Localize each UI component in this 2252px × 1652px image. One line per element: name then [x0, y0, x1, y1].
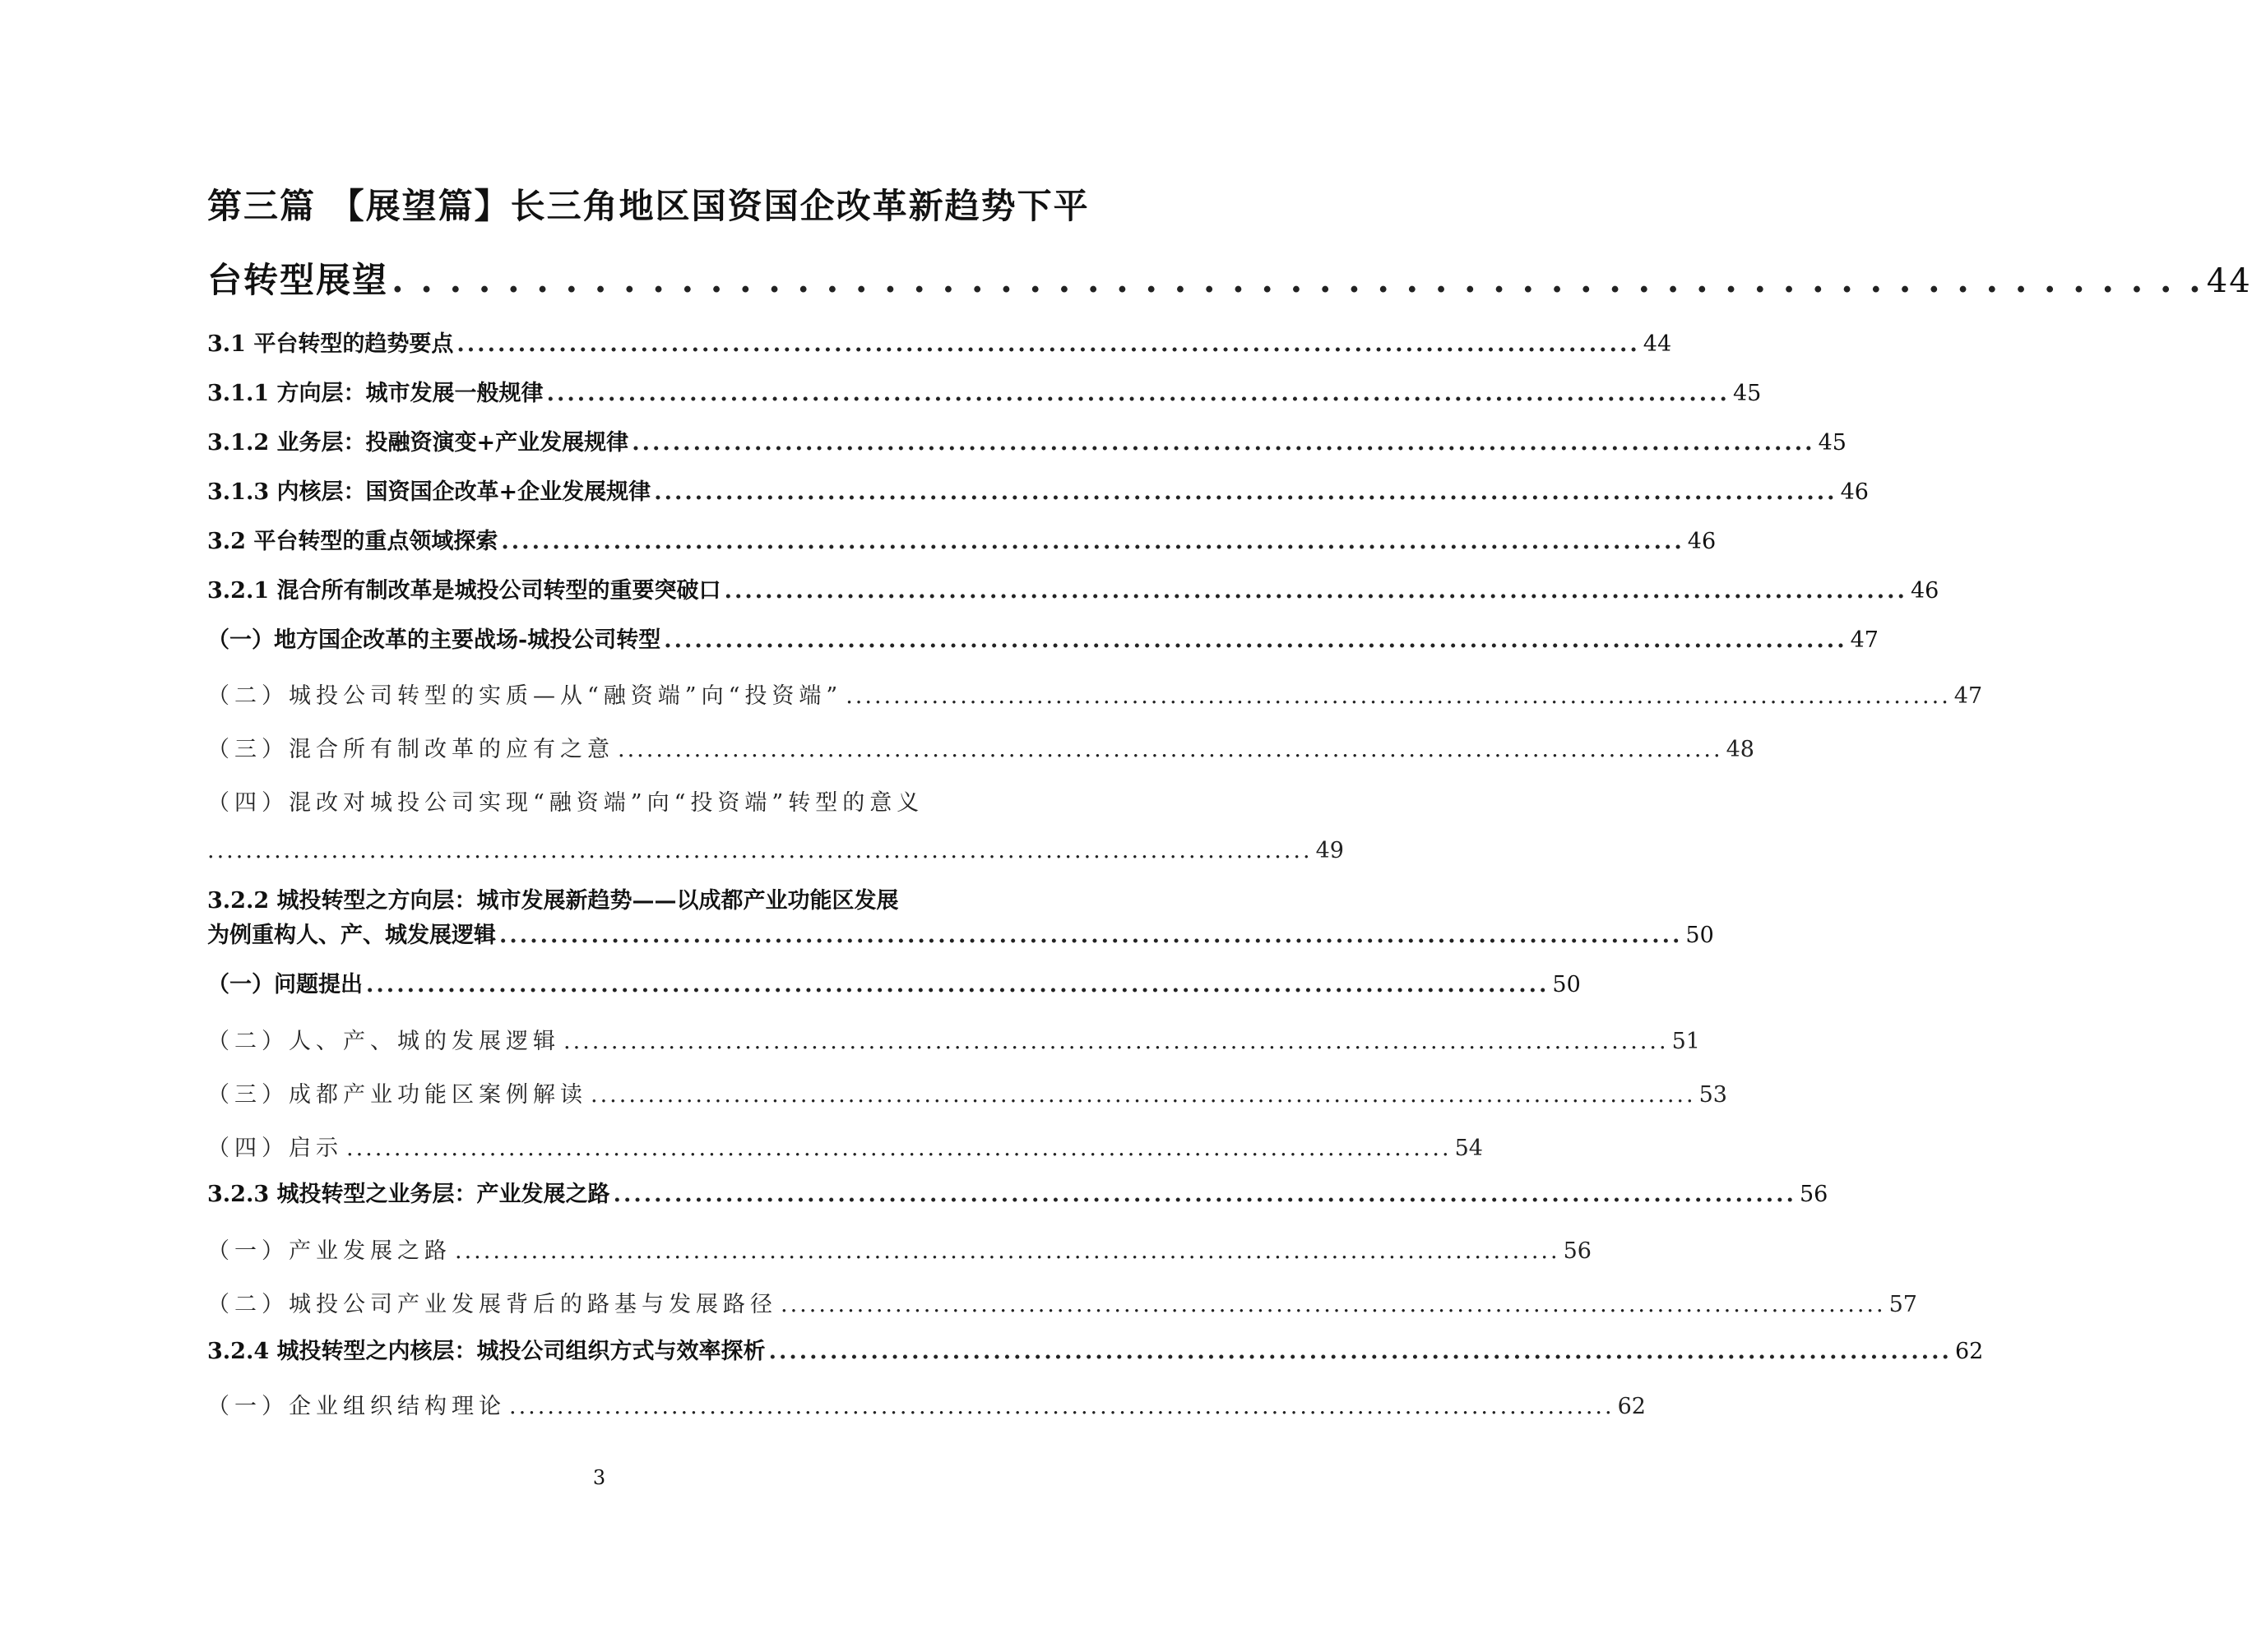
chapter-title-text: 第三篇 【展望篇】长三角地区国资国企改革新趋势下平	[207, 186, 1090, 226]
toc-entry-text: （二）人、产、城的发展逻辑	[207, 1029, 560, 1054]
toc-page-number: 44	[2206, 262, 2252, 300]
toc-entry[interactable]	[207, 1333, 1984, 1365]
leader-dots: ....................................................................................................................	[546, 381, 1730, 406]
toc-entry[interactable]	[207, 966, 1581, 998]
toc-entry-text: （四）混改对城投公司实现“融资端”向“投资端”转型的意义	[207, 790, 924, 816]
toc-page-number: 47	[1953, 683, 1983, 709]
leader-dots: ....................................................................................................................	[654, 479, 1837, 505]
toc-entry-text: （四）启示	[207, 1136, 343, 1161]
toc-entry[interactable]	[207, 1023, 1700, 1055]
toc-entry[interactable]	[207, 678, 1983, 710]
leader-dots: ....................................................................................................................	[563, 1029, 1669, 1054]
toc-entry-text: 3.1.2 业务层：投融资演变+产业发展规律	[207, 430, 629, 456]
leader-dots: ....................................................................................................................	[591, 1082, 1696, 1108]
leader-dots: ....................................................................................................................	[366, 972, 1550, 997]
toc-entry-text: （一）问题提出	[207, 972, 363, 997]
leader-dots: ....................................................................................................................	[499, 923, 1683, 948]
toc-entry[interactable]	[207, 1076, 1727, 1108]
toc-entry-text: （二）城投公司产业发展背后的路基与发展路径	[207, 1292, 777, 1317]
toc-page-number: 44	[1643, 331, 1672, 357]
toc-entry-text: （二）城投公司转型的实质—从“融资端”向“投资端”	[207, 683, 843, 709]
toc-entry-text: （一）企业组织结构理论	[207, 1394, 506, 1419]
toc-entry-wrapped-line1[interactable]	[207, 882, 995, 914]
toc-page-number: 49	[1315, 838, 1344, 863]
toc-entry[interactable]	[207, 326, 1672, 358]
toc-page-number: 46	[1910, 578, 1939, 604]
toc-page-number: 46	[1840, 479, 1869, 505]
chapter-title-line1	[207, 179, 1090, 229]
toc-page-number: 56	[1563, 1238, 1592, 1264]
toc-entry[interactable]	[207, 474, 1869, 506]
toc-entry-text: （一）地方国企改革的主要战场-城投公司转型	[207, 627, 661, 653]
toc-page-number: 46	[1687, 529, 1717, 554]
toc-entry[interactable]	[207, 622, 1879, 654]
toc-page-number: 50	[1552, 972, 1581, 997]
toc-entry[interactable]	[207, 1130, 1483, 1162]
leader-dots: ....................................................................................................................	[724, 578, 1907, 604]
toc-entry[interactable]	[207, 1176, 1828, 1208]
leader-dots: ....................................................................................................................	[664, 627, 1847, 653]
toc-page-number: 62	[1617, 1394, 1646, 1419]
toc-entry-text: 3.1 平台转型的趋势要点	[207, 331, 454, 357]
toc-entry-text: （三）混合所有制改革的应有之意	[207, 737, 614, 762]
toc-page-number: 62	[1954, 1339, 1984, 1364]
leader-dots: ....................................................................................................................	[346, 1136, 1452, 1161]
toc-entry[interactable]	[207, 572, 1939, 604]
leader-dots: . . . . . . . . . . . . . . . . . . . . . . . . . . . . . . . . . . . . . . . . . . . . . . . . . . . . . . . . . . . . . . .	[392, 260, 2203, 300]
leader-dots: ....................................................................................................................	[455, 1238, 1560, 1264]
toc-entry-text: （三）成都产业功能区案例解读	[207, 1082, 587, 1108]
toc-page-number: 57	[1888, 1292, 1917, 1317]
toc-entry-text: 3.2 平台转型的重点领域探索	[207, 529, 498, 554]
toc-entry[interactable]	[207, 424, 1847, 456]
toc-entry-text: （一）产业发展之路	[207, 1238, 452, 1264]
leader-dots: ....................................................................................................................	[207, 838, 1313, 863]
leader-dots: ....................................................................................................................	[501, 529, 1684, 554]
toc-entry-wrapped-line2[interactable]	[207, 917, 1714, 949]
chapter-title-text-2: 台转型展望	[207, 260, 389, 300]
toc-entry[interactable]	[207, 1388, 1646, 1420]
leader-dots: ....................................................................................................................	[613, 1182, 1796, 1207]
toc-entry-text: 3.2.1 混合所有制改革是城投公司转型的重要突破口	[207, 578, 721, 604]
toc-page-number: 47	[1850, 627, 1879, 653]
leader-dots: ....................................................................................................................	[509, 1394, 1615, 1419]
toc-page-number: 53	[1698, 1082, 1727, 1108]
chapter-title-line2[interactable]	[207, 253, 2252, 303]
toc-entry-text: 为例重构人、产、城发展逻辑	[207, 923, 496, 948]
leader-dots: ....................................................................................................................	[632, 430, 1815, 456]
leader-dots: ....................................................................................................................	[846, 683, 1951, 709]
page-number: 3	[592, 1466, 606, 1489]
toc-page-number: 45	[1732, 381, 1762, 406]
toc-page-number: 56	[1799, 1182, 1828, 1207]
toc-entry[interactable]	[207, 523, 1717, 555]
toc-entry-wrapped-line1[interactable]	[207, 784, 995, 817]
toc-entry[interactable]	[207, 731, 1754, 763]
toc-entry-text: 3.2.4 城投转型之内核层：城投公司组织方式与效率探析	[207, 1339, 766, 1364]
toc-entry-text: 3.2.2 城投转型之方向层：城市发展新趋势——以成都产业功能区发展	[207, 888, 899, 914]
toc-entry[interactable]	[207, 1233, 1592, 1265]
toc-entry[interactable]	[207, 375, 1762, 407]
toc-entry-wrapped-line2[interactable]	[207, 838, 1344, 863]
toc-entry-text: 3.1.1 方向层：城市发展一般规律	[207, 381, 544, 406]
leader-dots: ....................................................................................................................	[456, 331, 1640, 357]
leader-dots: ....................................................................................................................	[781, 1292, 1886, 1317]
toc-page-number: 51	[1671, 1029, 1700, 1054]
toc-entry[interactable]	[207, 1286, 1917, 1318]
toc-page-number: 48	[1726, 737, 1754, 762]
leader-dots: ....................................................................................................................	[768, 1339, 1952, 1364]
toc-entry-text: 3.1.3 内核层：国资国企改革+企业发展规律	[207, 479, 651, 505]
toc-page-number: 54	[1454, 1136, 1483, 1161]
leader-dots: ....................................................................................................................	[618, 737, 1723, 762]
toc-entry-text: 3.2.3 城投转型之业务层：产业发展之路	[207, 1182, 610, 1207]
toc-page-number: 50	[1685, 923, 1714, 948]
toc-page-number: 45	[1818, 430, 1847, 456]
